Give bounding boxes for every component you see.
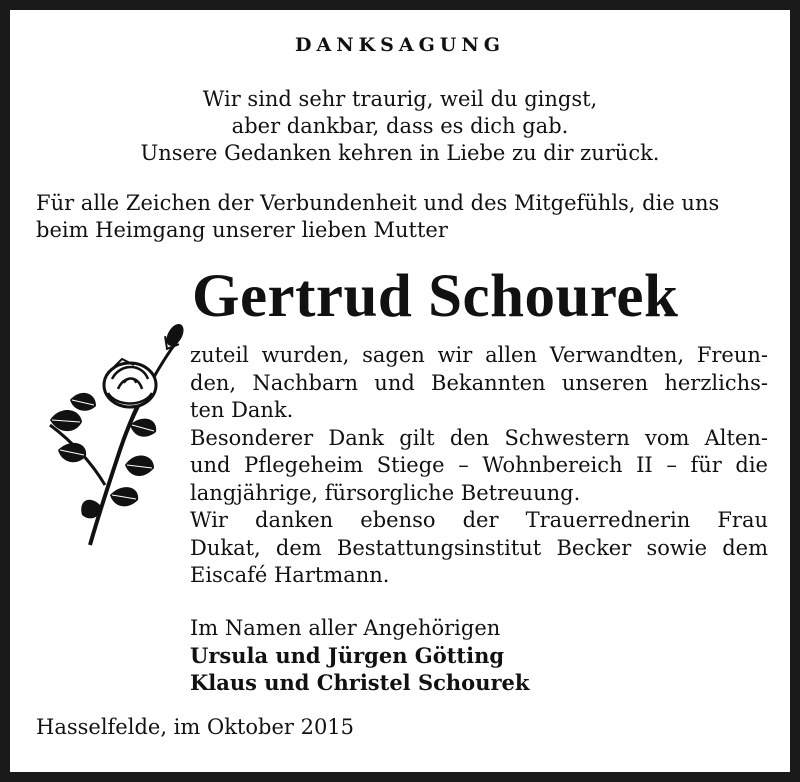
body-line: den, Nachbarn und Bekannten unseren herzlichs- [190, 370, 768, 395]
body-line: langjährige, fürsorgliche Betreuung. [190, 480, 581, 505]
rose-icon [30, 310, 190, 550]
heading: DANKSAGUNG [295, 34, 505, 56]
thank-you-text [190, 342, 768, 590]
signoff [190, 615, 529, 696]
body-line: und Pflegeheim Stiege – Wohnbereich II – für die [190, 453, 768, 477]
poem-line: Unsere Gedanken kehren in Liebe zu dir zurück. [140, 141, 660, 165]
signoff-line: Im Namen aller Angehörigen [190, 616, 501, 640]
place-date: Hasselfelde, im Oktober 2015 [36, 715, 355, 739]
body-line: Wir danken ebenso der Trauerrednerin Frau [190, 508, 768, 532]
intro-text [36, 190, 776, 244]
intro-line: beim Heimgang unserer lieben Mutter [36, 218, 448, 242]
body-line: Dukat, dem Bestattungsinstitut Becker sowie dem [190, 535, 768, 560]
poem-line: Wir sind sehr traurig, weil du gingst, [202, 87, 598, 111]
poem-line: aber dankbar, dass es dich gab. [231, 114, 569, 138]
body-line: ten Dank. [190, 398, 294, 422]
intro-line: Für alle Zeichen der Verbundenheit und des Mitgefühls, die uns [36, 191, 720, 215]
obituary-notice [10, 10, 790, 772]
body-line: Eiscafé Hartmann. [190, 563, 390, 587]
body-line: zuteil wurden, sagen wir allen Verwandten, Freun- [190, 343, 768, 367]
body-line: Besonderer Dank gilt den Schwestern vom Alten- [190, 425, 768, 450]
signoff-name: Klaus und Christel Schourek [190, 670, 530, 695]
poem [10, 86, 790, 167]
deceased-name: Gertrud Schourek [192, 263, 679, 330]
signoff-name: Ursula und Jürgen Götting [190, 643, 505, 668]
